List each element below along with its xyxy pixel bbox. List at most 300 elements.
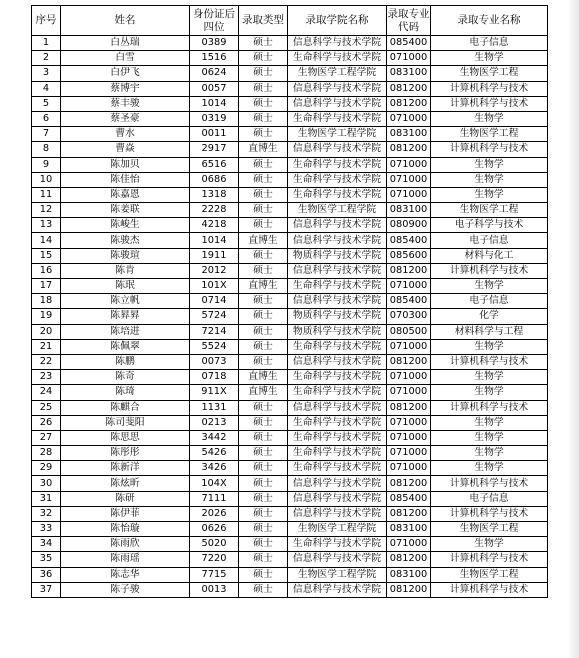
cell-id-last4: 7214 (190, 324, 239, 339)
cell-id-last4: 0718 (190, 370, 239, 385)
cell-college: 生命科学与技术学院 (288, 370, 387, 385)
cell-id-last4: 1131 (190, 400, 239, 415)
cell-college: 生命科学与技术学院 (288, 51, 387, 66)
cell-id-last4: 4218 (190, 218, 239, 233)
cell-college: 生命科学与技术学院 (288, 385, 387, 400)
cell-major-code: 083100 (387, 203, 431, 218)
table-row (32, 552, 548, 567)
table-row (32, 142, 548, 157)
cell-college: 信息科学与技术学院 (288, 294, 387, 309)
cell-seq: 16 (32, 263, 61, 278)
cell-admission-type: 硕士 (239, 263, 288, 278)
cell-admission-type: 硕士 (239, 354, 288, 369)
cell-college: 物质科学与技术学院 (288, 309, 387, 324)
cell-admission-type: 硕士 (239, 537, 288, 552)
cell-major-name: 计算机科学与技术 (431, 81, 548, 96)
cell-admission-type: 硕士 (239, 506, 288, 521)
cell-major-name: 计算机科学与技术 (431, 506, 548, 521)
cell-major-name: 生物医学工程 (431, 66, 548, 81)
cell-major-name: 生物学 (431, 415, 548, 430)
cell-admission-type: 硕士 (239, 552, 288, 567)
cell-college: 信息科学与技术学院 (288, 354, 387, 369)
cell-major-name: 生物学 (431, 187, 548, 202)
cell-college: 物质科学与技术学院 (288, 324, 387, 339)
cell-major-name: 计算机科学与技术 (431, 142, 548, 157)
cell-major-name: 生物学 (431, 157, 548, 172)
cell-major-code: 071000 (387, 172, 431, 187)
cell-seq: 20 (32, 324, 61, 339)
cell-admission-type: 硕士 (239, 446, 288, 461)
cell-seq: 24 (32, 385, 61, 400)
cell-name: 陈昪昪 (61, 309, 190, 324)
cell-major-code: 081200 (387, 400, 431, 415)
admission-table (31, 5, 548, 598)
cell-major-name: 生物学 (431, 111, 548, 126)
cell-name: 陈骏瑄 (61, 248, 190, 263)
cell-name: 白伊飞 (61, 66, 190, 81)
table-row (32, 415, 548, 430)
table-row (32, 127, 548, 142)
cell-name: 陈雨欣 (61, 537, 190, 552)
cell-admission-type: 硕士 (239, 51, 288, 66)
cell-college: 生命科学与技术学院 (288, 279, 387, 294)
cell-major-name: 计算机科学与技术 (431, 582, 548, 597)
cell-admission-type: 硕士 (239, 491, 288, 506)
cell-id-last4: 5524 (190, 339, 239, 354)
cell-admission-type: 硕士 (239, 96, 288, 111)
cell-seq: 11 (32, 187, 61, 202)
cell-major-code: 081200 (387, 96, 431, 111)
cell-college: 生命科学与技术学院 (288, 172, 387, 187)
cell-college: 生命科学与技术学院 (288, 339, 387, 354)
cell-id-last4: 0319 (190, 111, 239, 126)
cell-name: 陈珉 (61, 279, 190, 294)
cell-major-code: 071000 (387, 370, 431, 385)
cell-college: 信息科学与技术学院 (288, 400, 387, 415)
table-row (32, 430, 548, 445)
cell-seq: 10 (32, 172, 61, 187)
cell-name: 陈姜联 (61, 203, 190, 218)
cell-college: 信息科学与技术学院 (288, 582, 387, 597)
table-row (32, 400, 548, 415)
cell-id-last4: 3442 (190, 430, 239, 445)
cell-name: 陈佳怡 (61, 172, 190, 187)
table-row (32, 354, 548, 369)
cell-seq: 30 (32, 476, 61, 491)
cell-major-code: 081200 (387, 263, 431, 278)
table-row (32, 522, 548, 537)
table-row (32, 567, 548, 582)
cell-major-name: 化学 (431, 309, 548, 324)
cell-id-last4: 2026 (190, 506, 239, 521)
cell-name: 蔡博宇 (61, 81, 190, 96)
cell-seq: 19 (32, 309, 61, 324)
cell-name: 陈立帆 (61, 294, 190, 309)
cell-name: 陈加贝 (61, 157, 190, 172)
page-edge (569, 0, 579, 658)
cell-name: 陈新洋 (61, 461, 190, 476)
table-row (32, 111, 548, 126)
cell-seq: 33 (32, 522, 61, 537)
cell-major-code: 071000 (387, 51, 431, 66)
cell-id-last4: 101X (190, 279, 239, 294)
cell-id-last4: 0011 (190, 127, 239, 142)
cell-seq: 2 (32, 51, 61, 66)
cell-seq: 5 (32, 96, 61, 111)
cell-seq: 3 (32, 66, 61, 81)
cell-seq: 34 (32, 537, 61, 552)
cell-major-name: 计算机科学与技术 (431, 476, 548, 491)
cell-college: 信息科学与技术学院 (288, 476, 387, 491)
cell-id-last4: 5020 (190, 537, 239, 552)
cell-college: 生命科学与技术学院 (288, 537, 387, 552)
cell-admission-type: 硕士 (239, 66, 288, 81)
cell-seq: 23 (32, 370, 61, 385)
cell-major-name: 计算机科学与技术 (431, 96, 548, 111)
cell-id-last4: 7111 (190, 491, 239, 506)
cell-admission-type: 直博生 (239, 279, 288, 294)
cell-major-code: 080500 (387, 324, 431, 339)
table-header (32, 6, 548, 36)
cell-major-name: 生物学 (431, 385, 548, 400)
cell-major-code: 071000 (387, 339, 431, 354)
cell-name: 陈伊菲 (61, 506, 190, 521)
cell-major-name: 电子信息 (431, 294, 548, 309)
table-row (32, 370, 548, 385)
cell-admission-type: 硕士 (239, 567, 288, 582)
cell-college: 信息科学与技术学院 (288, 552, 387, 567)
cell-major-code: 071000 (387, 537, 431, 552)
cell-seq: 35 (32, 552, 61, 567)
cell-major-name: 计算机科学与技术 (431, 354, 548, 369)
cell-admission-type: 硕士 (239, 127, 288, 142)
cell-major-code: 081200 (387, 506, 431, 521)
cell-seq: 12 (32, 203, 61, 218)
cell-id-last4: 104X (190, 476, 239, 491)
table-row (32, 385, 548, 400)
cell-seq: 18 (32, 294, 61, 309)
cell-major-code: 071000 (387, 187, 431, 202)
cell-seq: 25 (32, 400, 61, 415)
cell-major-code: 081200 (387, 142, 431, 157)
table-row (32, 218, 548, 233)
table-row (32, 51, 548, 66)
table-row (32, 66, 548, 81)
cell-id-last4: 0013 (190, 582, 239, 597)
cell-seq: 31 (32, 491, 61, 506)
cell-name: 陈鹏 (61, 354, 190, 369)
cell-major-code: 071000 (387, 385, 431, 400)
cell-seq: 28 (32, 446, 61, 461)
cell-id-last4: 911X (190, 385, 239, 400)
cell-seq: 32 (32, 506, 61, 521)
cell-college: 生命科学与技术学院 (288, 157, 387, 172)
cell-admission-type: 直博生 (239, 142, 288, 157)
cell-name: 陈怡璇 (61, 522, 190, 537)
header-seq: 序号 (32, 6, 61, 36)
cell-major-code: 070300 (387, 309, 431, 324)
header-major-name: 录取专业名称 (431, 6, 548, 36)
cell-major-name: 电子科学与技术 (431, 218, 548, 233)
cell-major-name: 生物学 (431, 537, 548, 552)
table-row (32, 279, 548, 294)
cell-major-code: 085400 (387, 294, 431, 309)
cell-admission-type: 硕士 (239, 324, 288, 339)
cell-admission-type: 硕士 (239, 187, 288, 202)
cell-major-name: 生物学 (431, 51, 548, 66)
cell-id-last4: 1014 (190, 96, 239, 111)
cell-major-name: 生物学 (431, 430, 548, 445)
cell-major-code: 083100 (387, 522, 431, 537)
cell-seq: 1 (32, 36, 61, 51)
cell-name: 陈司斐阳 (61, 415, 190, 430)
table-row (32, 309, 548, 324)
header-row (32, 6, 548, 36)
cell-id-last4: 0389 (190, 36, 239, 51)
cell-major-name: 生物学 (431, 446, 548, 461)
table-row (32, 476, 548, 491)
cell-name: 陈炫昕 (61, 476, 190, 491)
cell-admission-type: 硕士 (239, 339, 288, 354)
cell-major-name: 生物学 (431, 370, 548, 385)
cell-college: 信息科学与技术学院 (288, 506, 387, 521)
table-row (32, 233, 548, 248)
cell-major-name: 计算机科学与技术 (431, 552, 548, 567)
cell-college: 生物医学工程学院 (288, 567, 387, 582)
cell-id-last4: 1516 (190, 51, 239, 66)
table-row (32, 324, 548, 339)
cell-admission-type: 直博生 (239, 233, 288, 248)
cell-id-last4: 6516 (190, 157, 239, 172)
cell-college: 生物医学工程学院 (288, 66, 387, 81)
cell-major-code: 081200 (387, 552, 431, 567)
cell-id-last4: 0686 (190, 172, 239, 187)
cell-admission-type: 硕士 (239, 172, 288, 187)
cell-college: 生物医学工程学院 (288, 127, 387, 142)
cell-major-name: 生物学 (431, 339, 548, 354)
cell-college: 生命科学与技术学院 (288, 187, 387, 202)
cell-college: 信息科学与技术学院 (288, 36, 387, 51)
cell-college: 生物医学工程学院 (288, 522, 387, 537)
cell-id-last4: 3426 (190, 461, 239, 476)
cell-name: 陈培进 (61, 324, 190, 339)
cell-name: 陈志华 (61, 567, 190, 582)
cell-seq: 9 (32, 157, 61, 172)
table-row (32, 203, 548, 218)
cell-seq: 36 (32, 567, 61, 582)
cell-major-name: 生物医学工程 (431, 522, 548, 537)
header-major-code: 录取专业代码 (387, 6, 431, 36)
table-row (32, 294, 548, 309)
cell-id-last4: 0626 (190, 522, 239, 537)
cell-major-name: 生物学 (431, 461, 548, 476)
cell-admission-type: 硕士 (239, 248, 288, 263)
cell-id-last4: 2917 (190, 142, 239, 157)
cell-admission-type: 硕士 (239, 522, 288, 537)
cell-major-code: 081200 (387, 476, 431, 491)
cell-id-last4: 5426 (190, 446, 239, 461)
cell-major-code: 081200 (387, 354, 431, 369)
cell-major-code: 085400 (387, 491, 431, 506)
cell-major-code: 085600 (387, 248, 431, 263)
cell-seq: 29 (32, 461, 61, 476)
cell-college: 生命科学与技术学院 (288, 461, 387, 476)
cell-admission-type: 硕士 (239, 111, 288, 126)
cell-college: 物质科学与技术学院 (288, 248, 387, 263)
cell-name: 陈彤彤 (61, 446, 190, 461)
header-college: 录取学院名称 (288, 6, 387, 36)
cell-name: 白丛瑞 (61, 36, 190, 51)
cell-seq: 26 (32, 415, 61, 430)
cell-id-last4: 7715 (190, 567, 239, 582)
cell-seq: 37 (32, 582, 61, 597)
cell-major-name: 电子信息 (431, 491, 548, 506)
cell-name: 陈嘉恩 (61, 187, 190, 202)
cell-name: 陈峻生 (61, 218, 190, 233)
table-row (32, 537, 548, 552)
cell-college: 生命科学与技术学院 (288, 415, 387, 430)
cell-major-code: 071000 (387, 415, 431, 430)
cell-major-code: 083100 (387, 567, 431, 582)
cell-id-last4: 0057 (190, 81, 239, 96)
cell-major-code: 071000 (387, 446, 431, 461)
cell-major-name: 生物学 (431, 279, 548, 294)
cell-seq: 4 (32, 81, 61, 96)
cell-major-name: 生物医学工程 (431, 203, 548, 218)
cell-admission-type: 硕士 (239, 309, 288, 324)
table-row (32, 187, 548, 202)
cell-major-name: 生物医学工程 (431, 567, 548, 582)
cell-admission-type: 硕士 (239, 461, 288, 476)
cell-college: 信息科学与技术学院 (288, 218, 387, 233)
table-row (32, 96, 548, 111)
cell-admission-type: 硕士 (239, 582, 288, 597)
cell-admission-type: 直博生 (239, 385, 288, 400)
table-row (32, 248, 548, 263)
cell-college: 信息科学与技术学院 (288, 142, 387, 157)
cell-seq: 6 (32, 111, 61, 126)
table-row (32, 263, 548, 278)
table-body (32, 36, 548, 598)
cell-major-name: 计算机科学与技术 (431, 400, 548, 415)
cell-major-code: 071000 (387, 157, 431, 172)
header-name: 姓名 (61, 6, 190, 36)
cell-college: 信息科学与技术学院 (288, 263, 387, 278)
cell-name: 陈骏杰 (61, 233, 190, 248)
cell-college: 信息科学与技术学院 (288, 81, 387, 96)
cell-name: 陈研 (61, 491, 190, 506)
cell-college: 生命科学与技术学院 (288, 446, 387, 461)
cell-major-code: 085400 (387, 36, 431, 51)
cell-seq: 14 (32, 233, 61, 248)
cell-id-last4: 1318 (190, 187, 239, 202)
cell-admission-type: 直博生 (239, 370, 288, 385)
cell-major-code: 083100 (387, 127, 431, 142)
table-row (32, 446, 548, 461)
cell-name: 陈佩翠 (61, 339, 190, 354)
cell-major-code: 071000 (387, 279, 431, 294)
cell-seq: 7 (32, 127, 61, 142)
cell-seq: 27 (32, 430, 61, 445)
cell-seq: 17 (32, 279, 61, 294)
cell-major-name: 电子信息 (431, 36, 548, 51)
cell-major-name: 材料与化工 (431, 248, 548, 263)
cell-id-last4: 5724 (190, 309, 239, 324)
cell-seq: 22 (32, 354, 61, 369)
cell-name: 陈肯 (61, 263, 190, 278)
cell-admission-type: 硕士 (239, 157, 288, 172)
cell-seq: 21 (32, 339, 61, 354)
table-row (32, 506, 548, 521)
cell-admission-type: 硕士 (239, 218, 288, 233)
cell-major-code: 071000 (387, 430, 431, 445)
cell-name: 陈麒合 (61, 400, 190, 415)
cell-major-code: 085400 (387, 233, 431, 248)
cell-college: 信息科学与技术学院 (288, 233, 387, 248)
cell-seq: 15 (32, 248, 61, 263)
cell-major-code: 071000 (387, 461, 431, 476)
cell-admission-type: 硕士 (239, 415, 288, 430)
cell-id-last4: 1911 (190, 248, 239, 263)
table-row (32, 461, 548, 476)
cell-id-last4: 0714 (190, 294, 239, 309)
cell-id-last4: 2012 (190, 263, 239, 278)
cell-name: 陈奇 (61, 370, 190, 385)
cell-name: 曹水 (61, 127, 190, 142)
cell-college: 生物医学工程学院 (288, 203, 387, 218)
cell-major-name: 生物学 (431, 172, 548, 187)
cell-major-code: 081200 (387, 81, 431, 96)
cell-seq: 13 (32, 218, 61, 233)
cell-id-last4: 0213 (190, 415, 239, 430)
cell-name: 陈思思 (61, 430, 190, 445)
table-row (32, 491, 548, 506)
cell-admission-type: 硕士 (239, 203, 288, 218)
cell-id-last4: 0624 (190, 66, 239, 81)
cell-id-last4: 2228 (190, 203, 239, 218)
cell-name: 曹焱 (61, 142, 190, 157)
cell-admission-type: 硕士 (239, 81, 288, 96)
table-row (32, 582, 548, 597)
cell-major-code: 080900 (387, 218, 431, 233)
cell-name: 蔡丰骏 (61, 96, 190, 111)
table-row (32, 172, 548, 187)
cell-major-code: 083100 (387, 66, 431, 81)
cell-admission-type: 硕士 (239, 36, 288, 51)
cell-major-name: 电子信息 (431, 233, 548, 248)
cell-name: 陈琦 (61, 385, 190, 400)
cell-admission-type: 硕士 (239, 430, 288, 445)
table-row (32, 36, 548, 51)
cell-id-last4: 7220 (190, 552, 239, 567)
cell-college: 生命科学与技术学院 (288, 430, 387, 445)
cell-college: 信息科学与技术学院 (288, 491, 387, 506)
cell-admission-type: 硕士 (239, 294, 288, 309)
cell-college: 生命科学与技术学院 (288, 111, 387, 126)
cell-college: 信息科学与技术学院 (288, 96, 387, 111)
cell-name: 蔡圣豪 (61, 111, 190, 126)
cell-id-last4: 0073 (190, 354, 239, 369)
cell-name: 陈雨瑶 (61, 552, 190, 567)
cell-admission-type: 硕士 (239, 400, 288, 415)
table-row (32, 81, 548, 96)
cell-major-name: 计算机科学与技术 (431, 263, 548, 278)
cell-major-code: 071000 (387, 111, 431, 126)
cell-seq: 8 (32, 142, 61, 157)
cell-admission-type: 硕士 (239, 476, 288, 491)
cell-major-name: 生物医学工程 (431, 127, 548, 142)
table-row (32, 157, 548, 172)
